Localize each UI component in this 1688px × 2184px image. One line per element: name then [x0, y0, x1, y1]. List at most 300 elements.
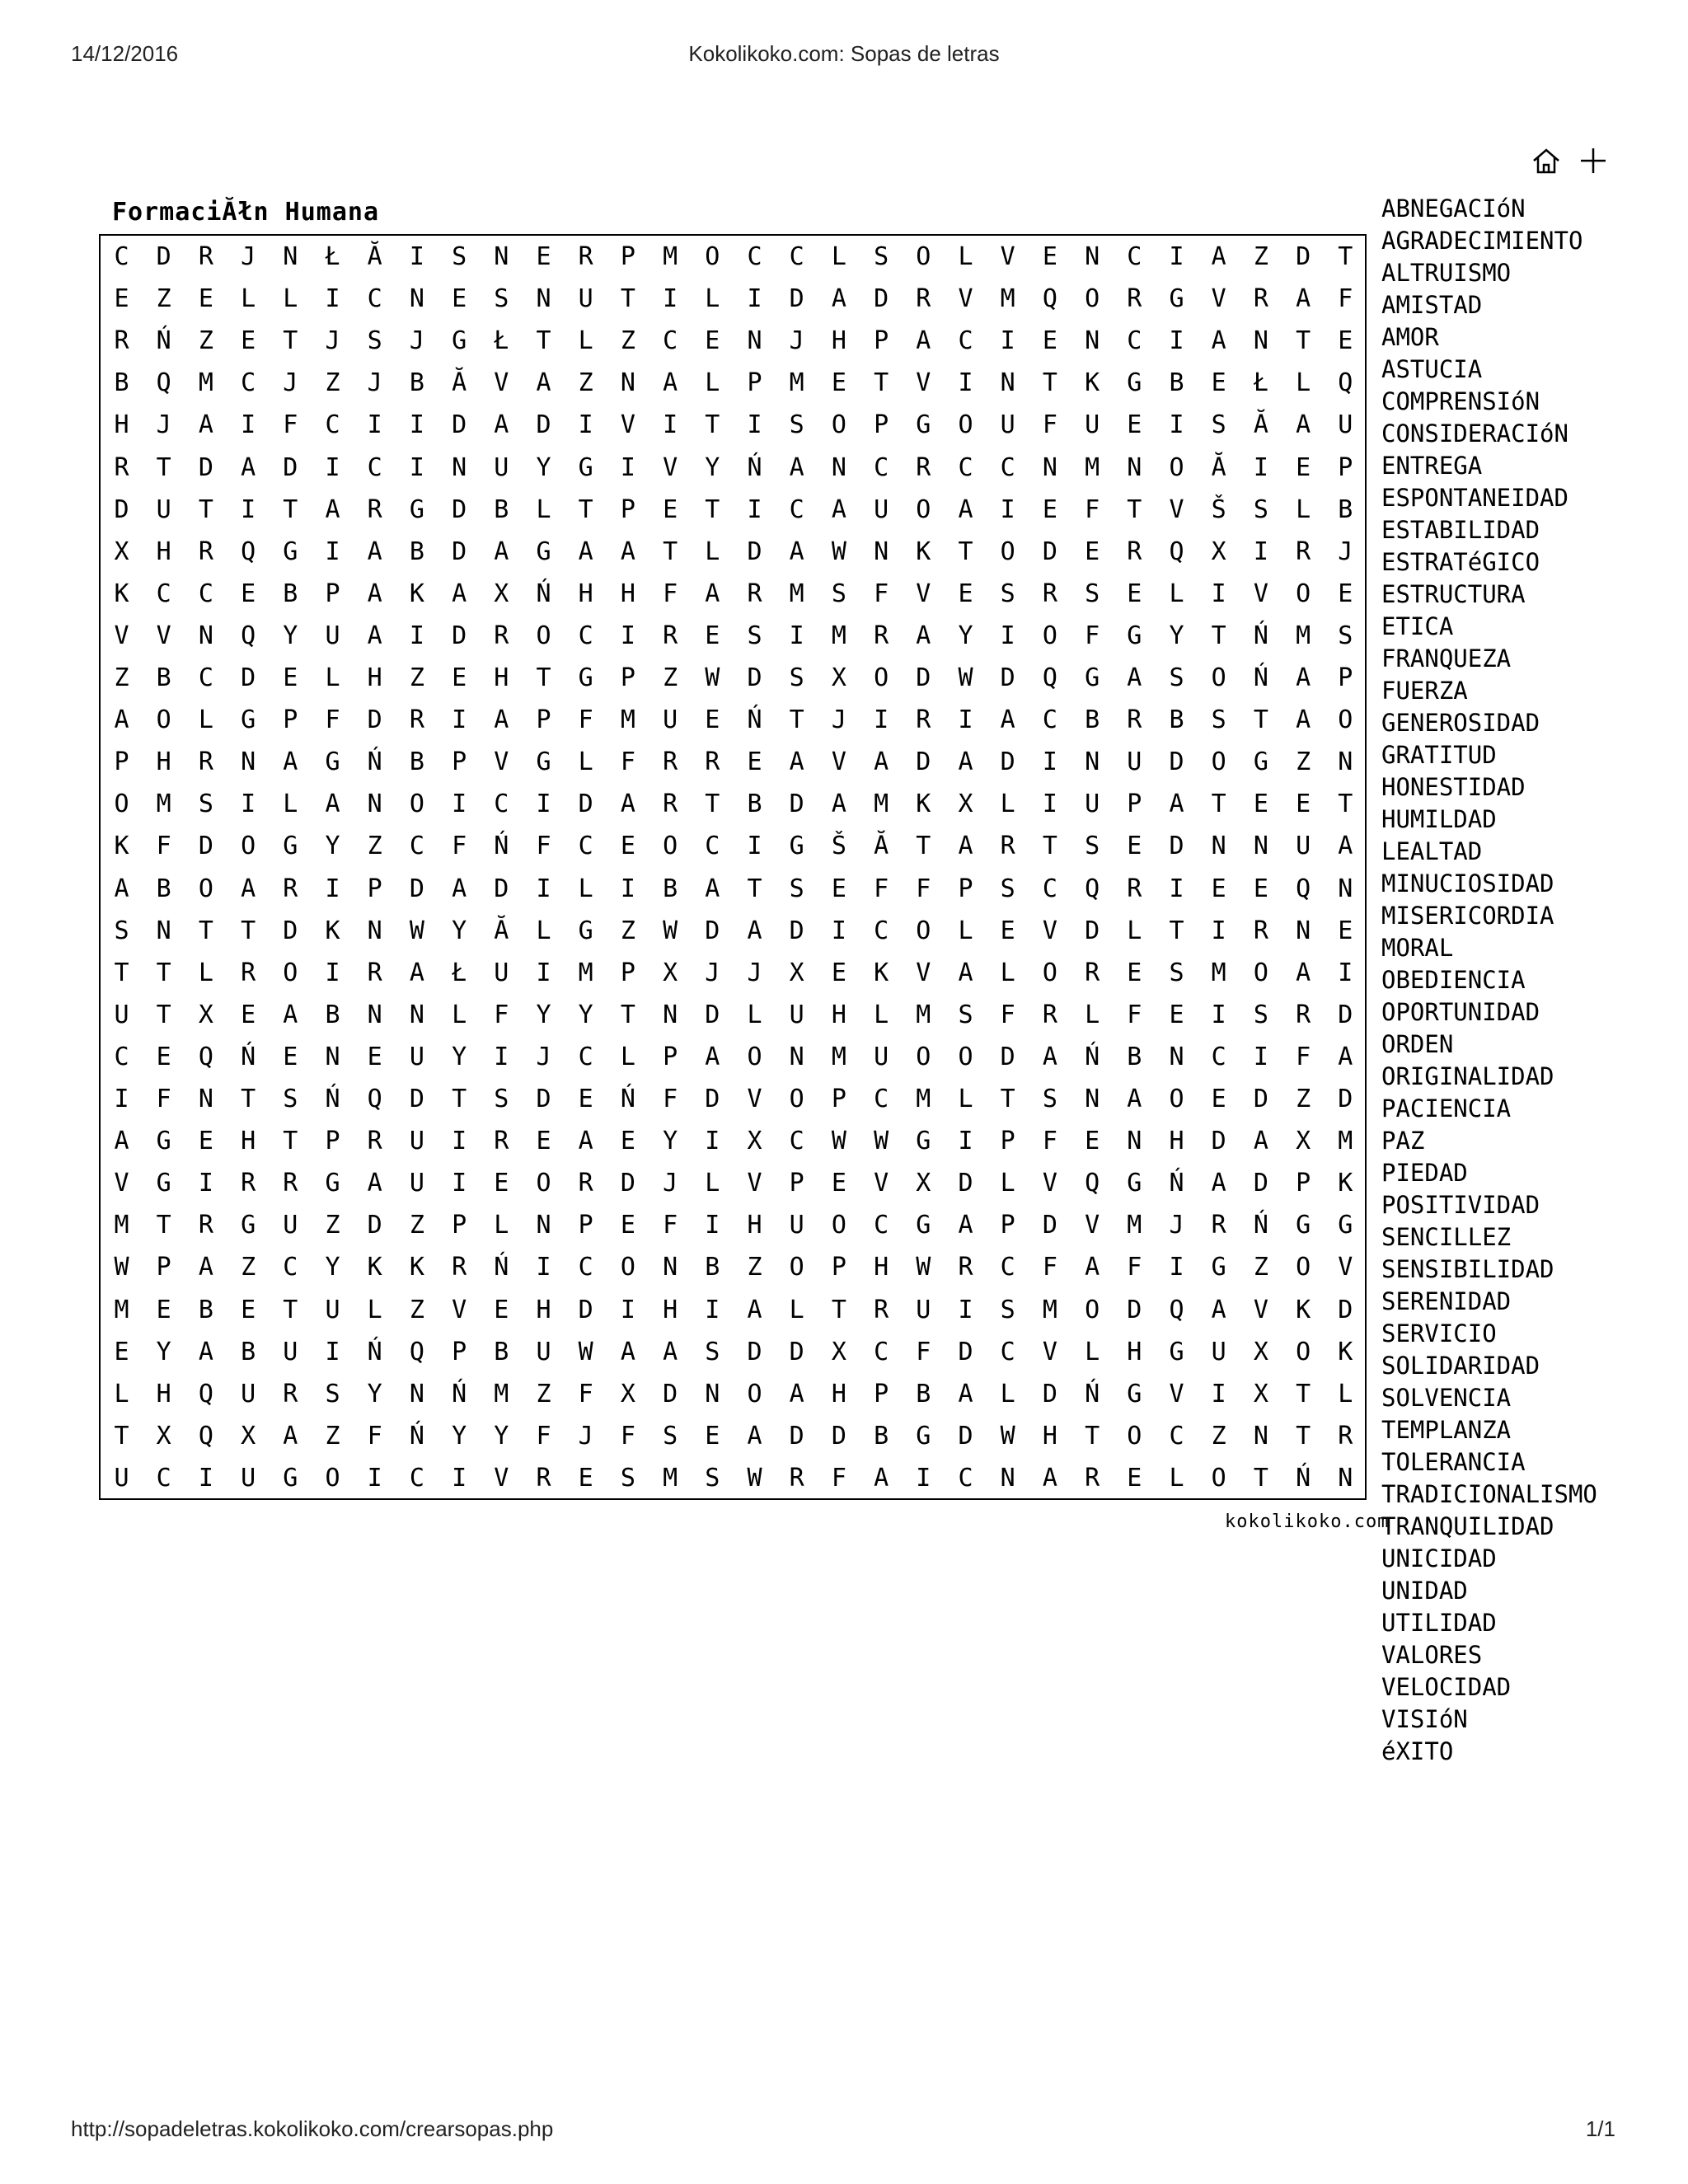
grid-cell[interactable]: F: [1000, 1000, 1015, 1029]
grid-cell[interactable]: I: [958, 368, 973, 398]
grid-cell[interactable]: S: [1211, 705, 1226, 735]
grid-cell[interactable]: Z: [663, 663, 678, 692]
grid-cell[interactable]: E: [1042, 326, 1057, 356]
grid-cell[interactable]: Y: [452, 916, 467, 945]
grid-cell[interactable]: O: [874, 663, 889, 692]
grid-cell[interactable]: C: [874, 1337, 889, 1366]
grid-cell[interactable]: A: [789, 537, 804, 566]
grid-cell[interactable]: D: [1253, 1169, 1268, 1198]
grid-cell[interactable]: G: [241, 1211, 256, 1240]
grid-cell[interactable]: Ă: [494, 916, 509, 945]
grid-cell[interactable]: F: [1338, 284, 1353, 314]
grid-cell[interactable]: U: [325, 621, 340, 650]
grid-cell[interactable]: D: [1211, 1127, 1226, 1156]
grid-cell[interactable]: X: [114, 537, 129, 566]
grid-cell[interactable]: G: [1169, 284, 1184, 314]
grid-cell[interactable]: B: [1169, 705, 1184, 735]
grid-cell[interactable]: N: [874, 537, 889, 566]
grid-cell[interactable]: G: [578, 663, 593, 692]
grid-cell[interactable]: B: [874, 1421, 889, 1451]
grid-cell[interactable]: F: [916, 1337, 931, 1366]
grid-cell[interactable]: N: [1253, 326, 1268, 356]
grid-cell[interactable]: D: [1085, 916, 1100, 945]
grid-cell[interactable]: T: [705, 494, 720, 524]
grid-cell[interactable]: A: [367, 537, 382, 566]
grid-cell[interactable]: D: [705, 1000, 720, 1029]
grid-cell[interactable]: T: [241, 916, 256, 945]
grid-cell[interactable]: L: [789, 1295, 804, 1324]
grid-cell[interactable]: F: [1127, 1253, 1142, 1282]
grid-cell[interactable]: F: [663, 1085, 678, 1113]
grid-cell[interactable]: F: [578, 1379, 593, 1408]
grid-cell[interactable]: M: [1296, 621, 1311, 650]
grid-cell[interactable]: Ń: [241, 1042, 256, 1071]
grid-cell[interactable]: Ń: [367, 1337, 382, 1366]
grid-cell[interactable]: I: [325, 284, 340, 314]
grid-cell[interactable]: B: [283, 579, 298, 608]
grid-cell[interactable]: F: [452, 832, 467, 861]
grid-cell[interactable]: H: [874, 1253, 889, 1282]
grid-cell[interactable]: M: [916, 1000, 931, 1029]
grid-cell[interactable]: S: [1338, 621, 1353, 650]
grid-cell[interactable]: C: [1000, 1337, 1015, 1366]
grid-cell[interactable]: M: [1042, 1295, 1057, 1324]
grid-cell[interactable]: J: [409, 326, 424, 356]
grid-cell[interactable]: C: [789, 1127, 804, 1156]
grid-cell[interactable]: O: [1127, 1421, 1142, 1451]
grid-cell[interactable]: E: [536, 1127, 551, 1156]
grid-cell[interactable]: Q: [198, 1379, 213, 1408]
grid-cell[interactable]: E: [367, 1042, 382, 1071]
grid-cell[interactable]: E: [283, 1042, 298, 1071]
grid-cell[interactable]: A: [1296, 284, 1311, 314]
grid-cell[interactable]: A: [874, 748, 889, 777]
grid-cell[interactable]: I: [747, 832, 762, 861]
grid-cell[interactable]: Š: [1211, 494, 1226, 524]
grid-cell[interactable]: D: [1169, 832, 1184, 861]
grid-cell[interactable]: J: [705, 958, 720, 987]
grid-cell[interactable]: C: [1169, 1421, 1184, 1451]
grid-cell[interactable]: D: [452, 537, 467, 566]
grid-cell[interactable]: C: [663, 326, 678, 356]
grid-cell[interactable]: Ă: [452, 368, 467, 398]
grid-cell[interactable]: L: [705, 537, 720, 566]
grid-cell[interactable]: I: [1169, 410, 1184, 440]
grid-cell[interactable]: X: [831, 663, 846, 692]
grid-cell[interactable]: Ń: [367, 748, 382, 777]
grid-cell[interactable]: C: [874, 1085, 889, 1113]
grid-cell[interactable]: H: [831, 1379, 846, 1408]
grid-cell[interactable]: L: [1085, 1000, 1100, 1029]
grid-cell[interactable]: I: [1253, 452, 1268, 482]
grid-cell[interactable]: I: [1338, 958, 1353, 987]
grid-cell[interactable]: O: [1211, 1463, 1226, 1493]
grid-cell[interactable]: D: [283, 916, 298, 945]
grid-cell[interactable]: D: [958, 1337, 973, 1366]
grid-cell[interactable]: U: [789, 1211, 804, 1240]
grid-cell[interactable]: O: [747, 1379, 762, 1408]
grid-cell[interactable]: U: [241, 1379, 256, 1408]
grid-cell[interactable]: C: [747, 242, 762, 271]
grid-cell[interactable]: X: [1253, 1379, 1268, 1408]
grid-cell[interactable]: R: [916, 284, 931, 314]
grid-cell[interactable]: C: [156, 1463, 171, 1493]
grid-cell[interactable]: Z: [409, 663, 424, 692]
grid-cell[interactable]: Y: [958, 621, 973, 650]
grid-cell[interactable]: Y: [663, 1127, 678, 1156]
grid-cell[interactable]: T: [1338, 790, 1353, 819]
grid-cell[interactable]: X: [958, 790, 973, 819]
grid-cell[interactable]: N: [1127, 1127, 1142, 1156]
grid-cell[interactable]: O: [1169, 452, 1184, 482]
grid-cell[interactable]: D: [198, 832, 213, 861]
grid-cell[interactable]: V: [452, 1295, 467, 1324]
grid-cell[interactable]: G: [1127, 1169, 1142, 1198]
grid-cell[interactable]: U: [1000, 410, 1015, 440]
grid-cell[interactable]: E: [1296, 452, 1311, 482]
grid-cell[interactable]: E: [1338, 916, 1353, 945]
grid-cell[interactable]: T: [283, 326, 298, 356]
grid-cell[interactable]: W: [874, 1127, 889, 1156]
grid-cell[interactable]: E: [1211, 368, 1226, 398]
grid-cell[interactable]: I: [536, 874, 551, 903]
grid-cell[interactable]: T: [663, 537, 678, 566]
grid-cell[interactable]: H: [1127, 1337, 1142, 1366]
grid-cell[interactable]: S: [958, 1000, 973, 1029]
grid-cell[interactable]: A: [1296, 958, 1311, 987]
grid-cell[interactable]: N: [1338, 1463, 1353, 1493]
grid-cell[interactable]: G: [916, 1127, 931, 1156]
grid-cell[interactable]: Ă: [874, 832, 889, 861]
grid-cell[interactable]: D: [1042, 537, 1057, 566]
grid-cell[interactable]: E: [198, 284, 213, 314]
grid-cell[interactable]: W: [663, 916, 678, 945]
grid-cell[interactable]: D: [705, 916, 720, 945]
grid-cell[interactable]: Ł: [325, 242, 340, 271]
grid-cell[interactable]: Ń: [325, 1085, 340, 1113]
grid-cell[interactable]: A: [198, 1253, 213, 1282]
grid-cell[interactable]: A: [578, 1127, 593, 1156]
grid-cell[interactable]: Ń: [1085, 1042, 1100, 1071]
grid-cell[interactable]: G: [536, 748, 551, 777]
grid-cell[interactable]: I: [831, 916, 846, 945]
grid-cell[interactable]: B: [325, 1000, 340, 1029]
grid-cell[interactable]: N: [620, 368, 635, 398]
grid-cell[interactable]: D: [241, 663, 256, 692]
grid-cell[interactable]: V: [114, 1169, 129, 1198]
grid-cell[interactable]: Q: [198, 1421, 213, 1451]
grid-cell[interactable]: N: [789, 1042, 804, 1071]
grid-cell[interactable]: A: [1000, 705, 1015, 735]
grid-cell[interactable]: S: [1085, 579, 1100, 608]
grid-cell[interactable]: B: [156, 874, 171, 903]
grid-cell[interactable]: S: [325, 1379, 340, 1408]
grid-cell[interactable]: D: [367, 705, 382, 735]
grid-cell[interactable]: O: [1253, 958, 1268, 987]
grid-cell[interactable]: W: [705, 663, 720, 692]
grid-cell[interactable]: C: [156, 579, 171, 608]
grid-cell[interactable]: M: [1338, 1127, 1353, 1156]
grid-cell[interactable]: D: [114, 494, 129, 524]
grid-cell[interactable]: E: [831, 958, 846, 987]
grid-cell[interactable]: G: [1211, 1253, 1226, 1282]
grid-cell[interactable]: C: [367, 452, 382, 482]
grid-cell[interactable]: E: [1211, 874, 1226, 903]
grid-cell[interactable]: U: [1085, 410, 1100, 440]
grid-cell[interactable]: T: [241, 1085, 256, 1113]
grid-cell[interactable]: S: [1169, 958, 1184, 987]
grid-cell[interactable]: E: [1085, 1127, 1100, 1156]
grid-cell[interactable]: M: [494, 1379, 509, 1408]
grid-cell[interactable]: M: [789, 368, 804, 398]
grid-cell[interactable]: B: [663, 874, 678, 903]
grid-cell[interactable]: V: [958, 284, 973, 314]
grid-cell[interactable]: N: [1085, 326, 1100, 356]
grid-cell[interactable]: U: [156, 494, 171, 524]
grid-cell[interactable]: I: [1000, 326, 1015, 356]
grid-cell[interactable]: I: [452, 790, 467, 819]
grid-cell[interactable]: R: [283, 874, 298, 903]
grid-cell[interactable]: I: [452, 1463, 467, 1493]
grid-cell[interactable]: E: [1296, 790, 1311, 819]
grid-cell[interactable]: O: [747, 1042, 762, 1071]
grid-cell[interactable]: D: [747, 1337, 762, 1366]
grid-cell[interactable]: N: [1296, 916, 1311, 945]
grid-cell[interactable]: X: [1253, 1337, 1268, 1366]
grid-cell[interactable]: N: [1085, 748, 1100, 777]
grid-cell[interactable]: L: [1169, 1463, 1184, 1493]
grid-cell[interactable]: Q: [1042, 284, 1057, 314]
grid-cell[interactable]: U: [114, 1000, 129, 1029]
grid-cell[interactable]: Ń: [494, 1253, 509, 1282]
grid-cell[interactable]: D: [789, 790, 804, 819]
grid-cell[interactable]: N: [663, 1253, 678, 1282]
grid-cell[interactable]: S: [1169, 663, 1184, 692]
grid-cell[interactable]: D: [1296, 242, 1311, 271]
grid-cell[interactable]: R: [114, 326, 129, 356]
grid-cell[interactable]: B: [409, 368, 424, 398]
grid-cell[interactable]: T: [958, 537, 973, 566]
grid-cell[interactable]: P: [620, 663, 635, 692]
grid-cell[interactable]: E: [114, 1337, 129, 1366]
grid-cell[interactable]: O: [958, 1042, 973, 1071]
grid-cell[interactable]: C: [1127, 326, 1142, 356]
grid-cell[interactable]: N: [1338, 748, 1353, 777]
grid-cell[interactable]: A: [1042, 1042, 1057, 1071]
grid-cell[interactable]: F: [536, 1421, 551, 1451]
grid-cell[interactable]: M: [1211, 958, 1226, 987]
grid-cell[interactable]: S: [789, 410, 804, 440]
grid-cell[interactable]: A: [1296, 705, 1311, 735]
grid-cell[interactable]: B: [494, 1337, 509, 1366]
grid-cell[interactable]: G: [283, 832, 298, 861]
grid-cell[interactable]: I: [1169, 326, 1184, 356]
grid-cell[interactable]: X: [1211, 537, 1226, 566]
grid-cell[interactable]: L: [367, 1295, 382, 1324]
grid-cell[interactable]: F: [578, 705, 593, 735]
grid-cell[interactable]: A: [494, 705, 509, 735]
grid-cell[interactable]: E: [114, 284, 129, 314]
grid-cell[interactable]: T: [1042, 368, 1057, 398]
grid-cell[interactable]: W: [916, 1253, 931, 1282]
grid-cell[interactable]: E: [1169, 1000, 1184, 1029]
grid-cell[interactable]: E: [1085, 537, 1100, 566]
grid-cell[interactable]: R: [747, 579, 762, 608]
grid-cell[interactable]: C: [198, 663, 213, 692]
grid-cell[interactable]: T: [114, 958, 129, 987]
grid-cell[interactable]: F: [367, 1421, 382, 1451]
grid-cell[interactable]: H: [1169, 1127, 1184, 1156]
grid-cell[interactable]: G: [452, 326, 467, 356]
grid-cell[interactable]: N: [409, 1000, 424, 1029]
grid-cell[interactable]: R: [1127, 537, 1142, 566]
grid-cell[interactable]: T: [1085, 1421, 1100, 1451]
grid-cell[interactable]: N: [1000, 1463, 1015, 1493]
grid-cell[interactable]: N: [1169, 1042, 1184, 1071]
grid-cell[interactable]: R: [1296, 537, 1311, 566]
grid-cell[interactable]: A: [114, 1127, 129, 1156]
grid-cell[interactable]: I: [789, 621, 804, 650]
grid-cell[interactable]: F: [663, 1211, 678, 1240]
grid-cell[interactable]: P: [1127, 790, 1142, 819]
grid-cell[interactable]: R: [958, 1253, 973, 1282]
grid-cell[interactable]: Ń: [156, 326, 171, 356]
grid-cell[interactable]: J: [1169, 1211, 1184, 1240]
grid-cell[interactable]: P: [1338, 452, 1353, 482]
grid-cell[interactable]: A: [831, 284, 846, 314]
grid-cell[interactable]: T: [1169, 916, 1184, 945]
grid-cell[interactable]: U: [325, 1295, 340, 1324]
grid-cell[interactable]: G: [156, 1169, 171, 1198]
grid-cell[interactable]: C: [367, 284, 382, 314]
grid-cell[interactable]: A: [958, 748, 973, 777]
grid-cell[interactable]: P: [789, 1169, 804, 1198]
grid-cell[interactable]: A: [789, 452, 804, 482]
grid-cell[interactable]: X: [198, 1000, 213, 1029]
grid-cell[interactable]: T: [705, 790, 720, 819]
grid-cell[interactable]: A: [198, 1337, 213, 1366]
grid-cell[interactable]: Y: [1169, 621, 1184, 650]
grid-cell[interactable]: A: [916, 621, 931, 650]
grid-cell[interactable]: T: [620, 284, 635, 314]
grid-cell[interactable]: A: [958, 1211, 973, 1240]
grid-cell[interactable]: H: [663, 1295, 678, 1324]
grid-cell[interactable]: S: [1000, 874, 1015, 903]
grid-cell[interactable]: O: [789, 1085, 804, 1113]
grid-cell[interactable]: K: [1338, 1337, 1353, 1366]
grid-cell[interactable]: Z: [114, 663, 129, 692]
grid-cell[interactable]: I: [663, 410, 678, 440]
grid-cell[interactable]: I: [1000, 494, 1015, 524]
grid-cell[interactable]: Z: [620, 916, 635, 945]
grid-cell[interactable]: N: [536, 1211, 551, 1240]
grid-cell[interactable]: A: [1296, 410, 1311, 440]
grid-cell[interactable]: J: [578, 1421, 593, 1451]
grid-cell[interactable]: P: [620, 958, 635, 987]
grid-cell[interactable]: A: [578, 537, 593, 566]
grid-cell[interactable]: J: [536, 1042, 551, 1071]
grid-cell[interactable]: M: [874, 790, 889, 819]
grid-cell[interactable]: D: [1127, 1295, 1142, 1324]
grid-cell[interactable]: S: [114, 916, 129, 945]
grid-cell[interactable]: M: [789, 579, 804, 608]
grid-cell[interactable]: L: [578, 874, 593, 903]
grid-cell[interactable]: A: [831, 494, 846, 524]
grid-cell[interactable]: P: [1000, 1127, 1015, 1156]
grid-cell[interactable]: L: [958, 916, 973, 945]
grid-cell[interactable]: N: [536, 284, 551, 314]
grid-cell[interactable]: M: [916, 1085, 931, 1113]
grid-cell[interactable]: F: [156, 1085, 171, 1113]
grid-cell[interactable]: A: [1338, 1042, 1353, 1071]
grid-cell[interactable]: O: [789, 1253, 804, 1282]
grid-cell[interactable]: F: [1085, 494, 1100, 524]
grid-cell[interactable]: D: [536, 1085, 551, 1113]
grid-cell[interactable]: G: [156, 1127, 171, 1156]
grid-cell[interactable]: E: [241, 1295, 256, 1324]
grid-cell[interactable]: A: [747, 916, 762, 945]
grid-cell[interactable]: Q: [367, 1085, 382, 1113]
grid-cell[interactable]: Z: [409, 1295, 424, 1324]
grid-cell[interactable]: U: [409, 1042, 424, 1071]
grid-cell[interactable]: Z: [325, 368, 340, 398]
grid-cell[interactable]: T: [1211, 621, 1226, 650]
grid-cell[interactable]: D: [1253, 1085, 1268, 1113]
grid-cell[interactable]: Ń: [1296, 1463, 1311, 1493]
grid-cell[interactable]: D: [367, 1211, 382, 1240]
grid-cell[interactable]: Ń: [409, 1421, 424, 1451]
grid-cell[interactable]: R: [916, 705, 931, 735]
grid-cell[interactable]: Y: [705, 452, 720, 482]
grid-cell[interactable]: S: [789, 874, 804, 903]
grid-cell[interactable]: P: [831, 1085, 846, 1113]
grid-cell[interactable]: R: [1085, 1463, 1100, 1493]
grid-cell[interactable]: D: [789, 1337, 804, 1366]
grid-cell[interactable]: E: [452, 663, 467, 692]
grid-cell[interactable]: I: [241, 410, 256, 440]
grid-cell[interactable]: H: [114, 410, 129, 440]
grid-cell[interactable]: C: [874, 916, 889, 945]
grid-cell[interactable]: T: [747, 874, 762, 903]
grid-cell[interactable]: I: [1211, 579, 1226, 608]
grid-cell[interactable]: M: [198, 368, 213, 398]
grid-cell[interactable]: A: [874, 1463, 889, 1493]
grid-cell[interactable]: K: [325, 916, 340, 945]
grid-cell[interactable]: D: [747, 537, 762, 566]
grid-cell[interactable]: B: [916, 1379, 931, 1408]
grid-cell[interactable]: A: [1211, 1169, 1226, 1198]
grid-cell[interactable]: I: [578, 410, 593, 440]
grid-cell[interactable]: R: [198, 748, 213, 777]
grid-cell[interactable]: J: [325, 326, 340, 356]
grid-cell[interactable]: F: [874, 874, 889, 903]
grid-cell[interactable]: I: [325, 874, 340, 903]
grid-cell[interactable]: I: [747, 410, 762, 440]
grid-cell[interactable]: D: [747, 663, 762, 692]
grid-cell[interactable]: H: [241, 1127, 256, 1156]
grid-cell[interactable]: Ă: [1253, 410, 1268, 440]
grid-cell[interactable]: M: [620, 705, 635, 735]
grid-cell[interactable]: Y: [452, 1042, 467, 1071]
grid-cell[interactable]: E: [578, 1085, 593, 1113]
grid-cell[interactable]: C: [789, 242, 804, 271]
grid-cell[interactable]: D: [452, 621, 467, 650]
grid-cell[interactable]: C: [1042, 705, 1057, 735]
grid-cell[interactable]: E: [536, 242, 551, 271]
grid-cell[interactable]: C: [1127, 242, 1142, 271]
grid-cell[interactable]: D: [874, 284, 889, 314]
grid-cell[interactable]: E: [620, 1211, 635, 1240]
